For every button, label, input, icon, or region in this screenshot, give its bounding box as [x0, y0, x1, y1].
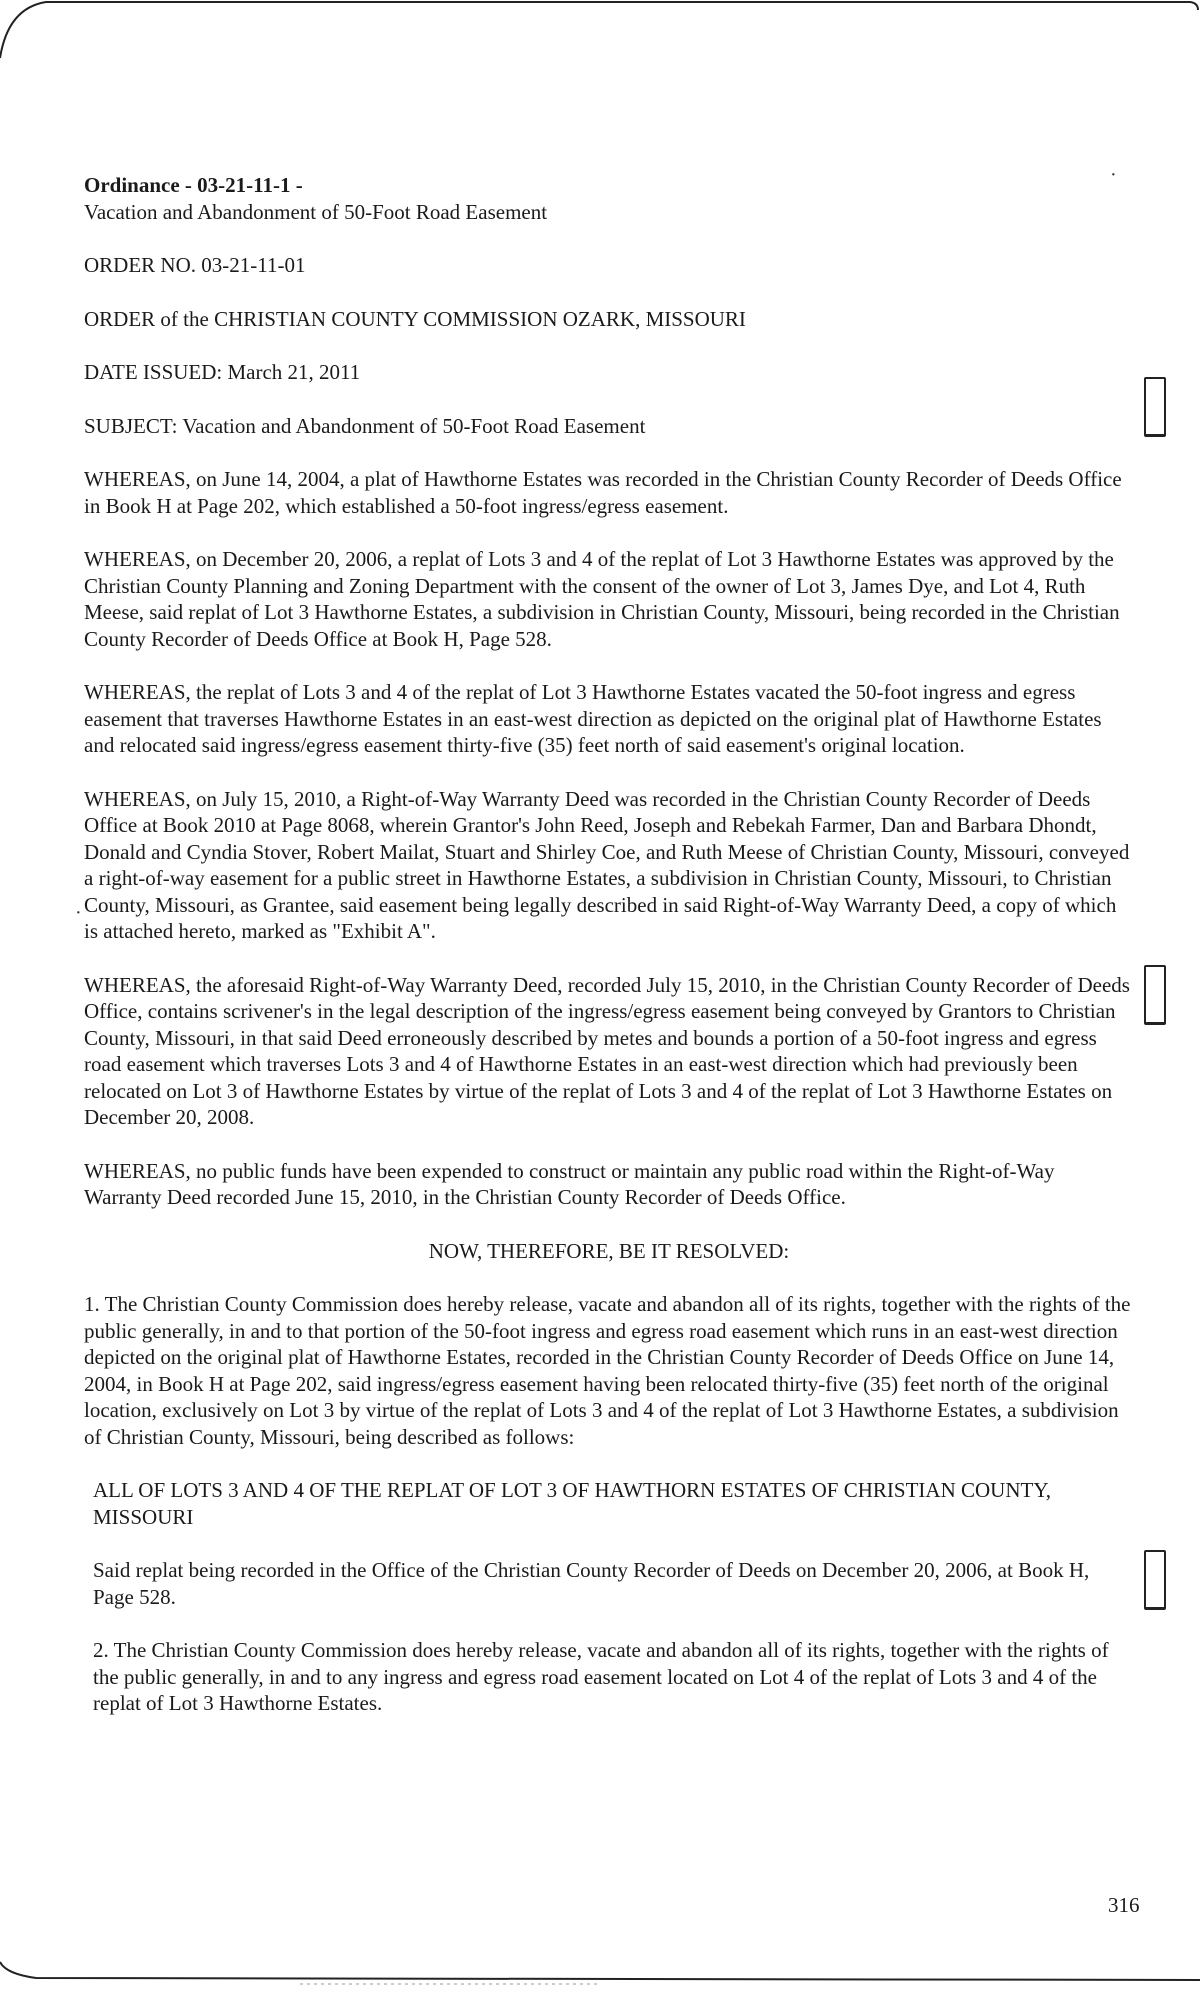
legal-description: ALL OF LOTS 3 AND 4 OF THE REPLAT OF LOT 3 OF HAWTHORN ESTATES OF CHRISTIAN COUNTY, MISSOURI [93, 1478, 1052, 1529]
whereas-paragraph: WHEREAS, on July 15, 2010, a Right-of-Way Warranty Deed was recorded in the Christian County Recorder of Deeds Office at Book 2010 at Page 8068, wherein Grantor's John Reed, Joseph and Rebekah Farmer, Dan and Barbara Dhondt, Donald and Cyndia Stover, Robert Mailat, Stuart and Shirley Coe, and Ruth Meese of Christian County, Missouri, conveyed a right-of-way easement for a public street in Hawthorne Estates, a subdivision in Christian County, Missouri, to Christian County, Missouri, as Grantee, said easement being legally described in said Right-of-Way Warranty Deed, a copy of which is attached hereto, marked as "Exhibit A". [84, 786, 1130, 943]
resolution-2: 2. The Christian County Commission does hereby release, vacate and abandon all of its rights, together with the rights of the public generally, in and to any ingress and egress road easement located on Lot 4 of the replat of Lots 3 and 4 of the replat of Lot 3 Hawthorne Estates. [93, 1638, 1109, 1715]
resolved-heading: NOW, THEREFORE, BE IT RESOLVED: [428, 1238, 790, 1263]
margin-checkbox [1144, 1550, 1166, 1610]
order-number: ORDER NO. 03-21-11-01 [84, 253, 306, 277]
replat-recorded: Said replat being recorded in the Office of the Christian County Recorder of Deeds on December 20, 2006, at Book H, Page 528. [93, 1558, 1090, 1609]
scanned-page-bottom-edge [0, 1960, 1200, 1991]
ordinance-header [84, 172, 1134, 225]
whereas-paragraph: WHEREAS, the aforesaid Right-of-Way Warranty Deed, recorded July 15, 2010, in the Christian County Recorder of Deeds Office, contains scrivener's in the legal description of the ingress/egress easement being conveyed by Grantors to Christian County, Missouri, in that said Deed erroneously described by metes and bounds a portion of a 50-foot ingress and egress road easement which traverses Lots 3 and 4 of Hawthorne Estates in an east-west direction which had previously been relocated on Lot 3 of Hawthorne Estates by virtue of the replat of Lots 3 and 4 of the replat of Lot 3 Hawthorne Estates on December 20, 2008. [84, 972, 1130, 1129]
ordinance-subtitle: Vacation and Abandonment of 50-Foot Road Easement [84, 199, 548, 224]
page-number: 316 [1108, 1893, 1140, 1917]
resolution-1: 1. The Christian County Commission does hereby release, vacate and abandon all of its rights, together with the rights of the public generally, in and to that portion of the 50-foot ingress and egress road easement which runs in an east-west direction depicted on the original plat of Hawthorne Estates, recorded in the Christian County Recorder of Deeds Office on June 14, 2004, in Book H at Page 202, said ingress/egress easement having been relocated thirty-five (35) feet north of the original location, exclusively on Lot 3 by virtue of the replat of Lots 3 and 4 of the replat of Lot 3 Hawthorne Estates, a subdivision of Christian County, Missouri, being described as follows: [84, 1292, 1131, 1449]
margin-checkbox [1144, 965, 1166, 1025]
scan-speck: · [1110, 164, 1117, 186]
whereas-paragraph: WHEREAS, on June 14, 2004, a plat of Hawthorne Estates was recorded in the Christian County Recorder of Deeds Office in Book H at Page 202, which established a 50-foot ingress/egress easement. [84, 467, 1122, 518]
whereas-paragraph: WHEREAS, on December 20, 2006, a replat of Lots 3 and 4 of the replat of Lot 3 Hawthorne Estates was approved by the Christian County Planning and Zoning Department with the consent of the owner of Lot 3, James Dye, and Lot 4, Ruth Meese, said replat of Lot 3 Hawthorne Estates, a subdivision in Christian County, Missouri, being recorded in the Christian County Recorder of Deeds Office at Book H, Page 528. [84, 547, 1120, 651]
margin-checkbox [1144, 377, 1166, 437]
ordinance-number: Ordinance - 03-21-11-1 - [84, 173, 303, 197]
order-of: ORDER of the CHRISTIAN COUNTY COMMISSION OZARK, MISSOURI [84, 306, 746, 331]
ordinance-document [84, 172, 1134, 1744]
whereas-paragraph: WHEREAS, the replat of Lots 3 and 4 of the replat of Lot 3 Hawthorne Estates vacated the 50-foot ingress and egress easement that traverses Hawthorne Estates in an east-west direction as depicted on the original plat of Hawthorne Estates and relocated said ingress/egress easement thirty-five (35) feet north of said easement's original location. [84, 680, 1102, 757]
scanned-page-top-edge [0, 0, 1200, 60]
scan-speck: · [75, 902, 82, 924]
whereas-paragraph: WHEREAS, no public funds have been expended to construct or maintain any public road within the Right-of-Way Warranty Deed recorded June 15, 2010, in the Christian County Recorder of Deeds Office. [84, 1158, 1055, 1209]
date-issued: DATE ISSUED: March 21, 2011 [84, 360, 361, 384]
subject-line: SUBJECT: Vacation and Abandonment of 50-Foot Road Easement [84, 413, 646, 438]
